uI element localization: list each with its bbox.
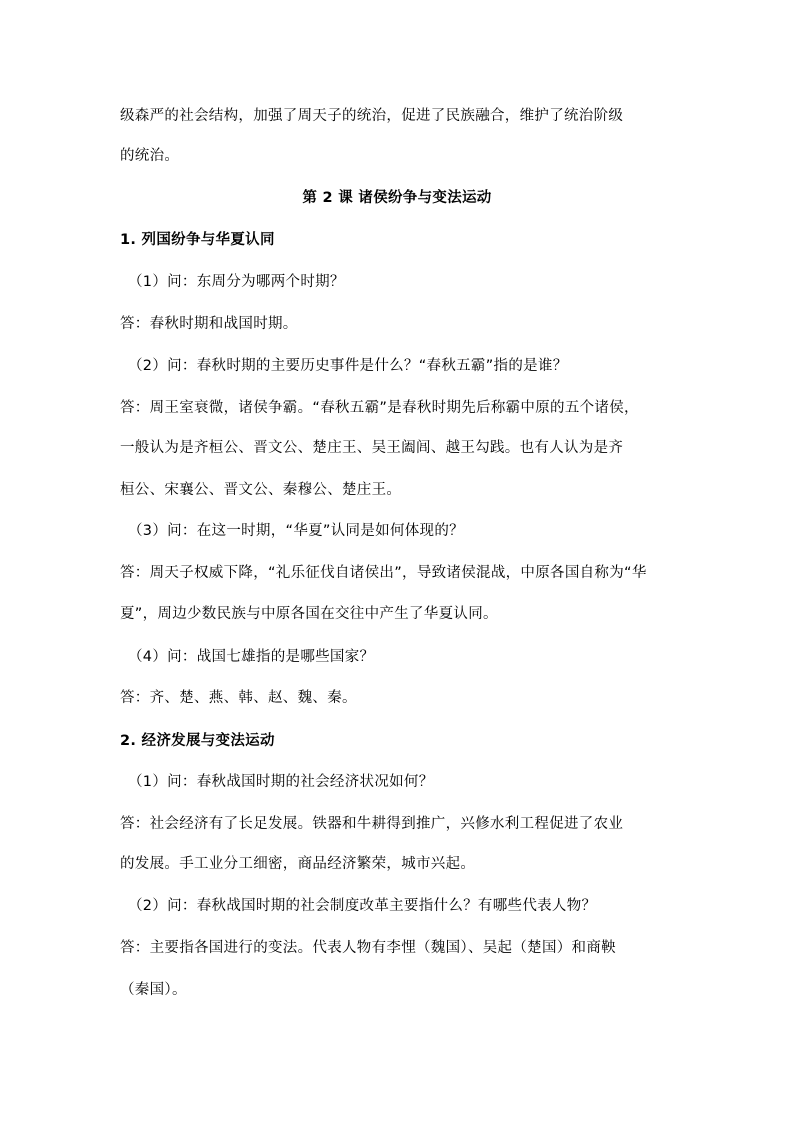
answer-line: 夏”，周边少数民族与中原各国在交往中产生了华夏认同。	[120, 606, 498, 622]
paragraph-line: 的统治。	[120, 148, 180, 164]
answer-line: 的发展。手工业分工细密，商品经济繁荣，城市兴起。	[120, 856, 476, 872]
question-line: （2）问：春秋时期的主要历史事件是什么？“春秋五霸”指的是谁？	[128, 358, 568, 374]
question-line: （1）问：春秋战国时期的社会经济状况如何？	[128, 774, 434, 790]
section-heading: 1. 列国纷争与华夏认同	[120, 232, 275, 248]
answer-line: 答：社会经济有了长足发展。铁器和牛耕得到推广，兴修水利工程促进了农业	[120, 816, 624, 832]
answer-line: 答：齐、楚、燕、韩、赵、魏、秦。	[120, 690, 357, 706]
question-line: （1）问：东周分为哪两个时期？	[128, 274, 345, 290]
answer-line: 答：主要指各国进行的变法。代表人物有李悝（魏国）、吴起（楚国）和商鞅	[120, 940, 616, 956]
answer-line: 答：周天子权威下降，“礼乐征伐自诸侯出”，导致诸侯混战，中原各国自称为“华	[120, 565, 647, 581]
answer-line: 答：春秋时期和战国时期。	[120, 316, 298, 332]
answer-line: 桓公、宋襄公、晋文公、秦穆公、楚庄王。	[120, 482, 402, 498]
section-heading: 2. 经济发展与变法运动	[120, 733, 275, 749]
answer-line: 答：周王室衰微，诸侯争霸。“春秋五霸”是春秋时期先后称霸中原的五个诸侯，	[120, 400, 639, 416]
lesson-title: 第 2 课 诸侯纷争与变法运动	[302, 190, 492, 206]
question-line: （2）问：春秋战国时期的社会制度改革主要指什么？有哪些代表人物？	[128, 898, 597, 914]
paragraph-line: 级森严的社会结构，加强了周天子的统治，促进了民族融合，维护了统治阶级	[120, 108, 624, 124]
question-line: （3）问：在这一时期，“华夏”认同是如何体现的？	[128, 523, 464, 539]
answer-line: （秦国）。	[120, 982, 187, 998]
answer-line: 一般认为是齐桓公、晋文公、楚庄王、吴王阖闾、越王勾践。也有人认为是齐	[120, 440, 624, 456]
question-line: （4）问：战国七雄指的是哪些国家？	[128, 649, 375, 665]
